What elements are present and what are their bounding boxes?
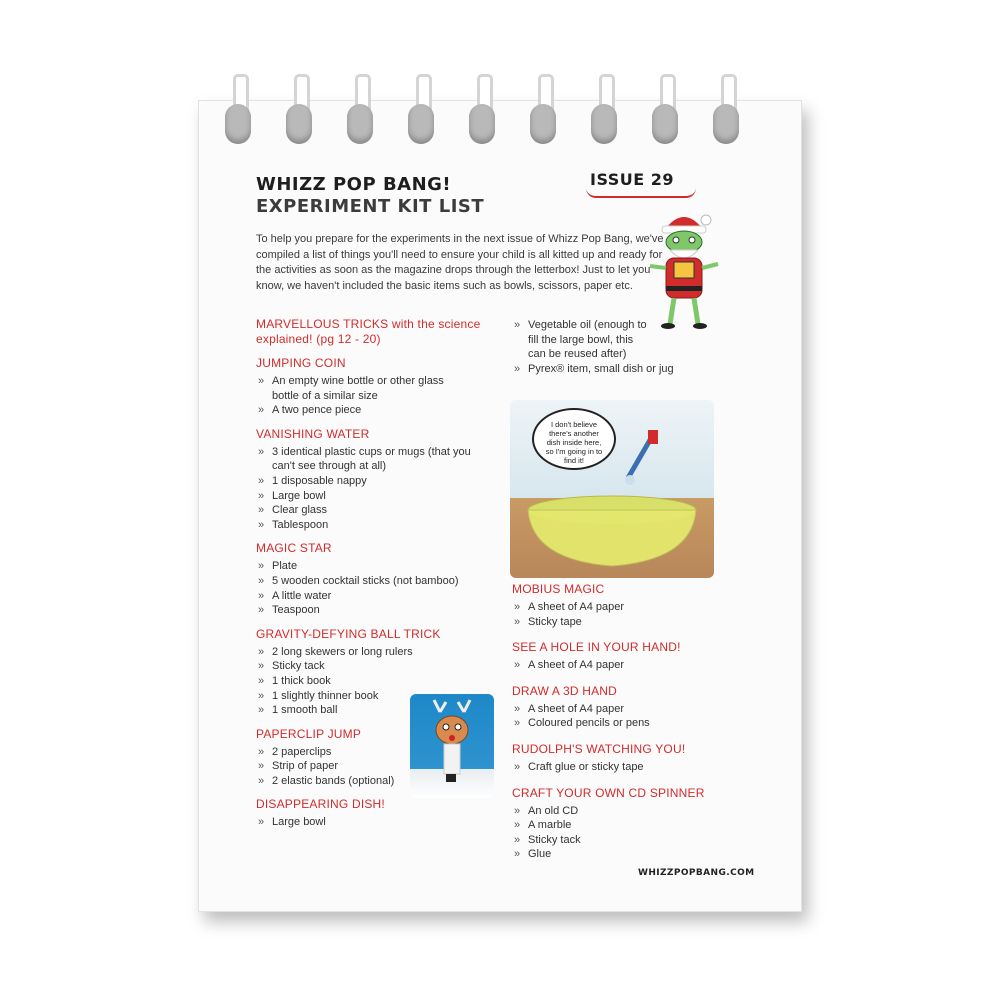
binding-hole — [713, 104, 739, 144]
list-item: » An old CD — [512, 804, 722, 819]
list-item: » Glue — [512, 847, 722, 862]
item-list — [512, 600, 722, 629]
list-item: » Sticky tack — [256, 659, 506, 674]
section-hole-in-hand — [512, 640, 722, 673]
list-item: » 1 slightly thinner book — [256, 689, 506, 704]
list-item: » 5 wooden cocktail sticks (not bamboo) — [256, 574, 506, 589]
section-draw-3d-hand — [512, 684, 722, 731]
list-item: » Sticky tape — [512, 615, 722, 630]
list-item: » Tablespoon — [256, 518, 471, 533]
list-item: » 1 disposable nappy — [256, 474, 471, 489]
section-disappearing-dish — [256, 797, 506, 830]
binding-hole — [408, 104, 434, 144]
item-list — [256, 445, 471, 533]
subtitle-text: EXPERIMENT KIT LIST — [256, 196, 485, 217]
list-item: » A marble — [512, 818, 722, 833]
section-heading: VANISHING WATER — [256, 426, 370, 441]
list-item: » A sheet of A4 paper — [512, 600, 722, 615]
list-item: » Large bowl — [256, 815, 506, 830]
list-item: » Sticky tack — [512, 833, 722, 848]
item-list — [512, 658, 722, 673]
section-heading: RUDOLPH'S WATCHING YOU! — [512, 741, 686, 756]
list-item: » 2 elastic bands (optional) — [256, 774, 506, 789]
section-heading: MARVELLOUS TRICKS with the science explained! (pg 12 - 20) — [256, 317, 481, 346]
list-item: » A sheet of A4 paper — [512, 658, 722, 673]
section-heading: DISAPPEARING DISH! — [256, 797, 385, 812]
page-title — [256, 174, 484, 218]
list-item: » Plate — [256, 559, 506, 574]
section-jumping-coin — [256, 356, 506, 418]
binding-hole — [286, 104, 312, 144]
list-item: » An empty wine bottle or other glass bottle of a similar size — [256, 374, 466, 403]
item-list — [256, 374, 466, 418]
list-item: » A sheet of A4 paper — [512, 702, 722, 717]
binding-hole — [530, 104, 556, 144]
website-url: WHIZZPOPBANG.COM — [638, 868, 755, 878]
list-item: » Craft glue or sticky tape — [512, 760, 722, 775]
section-marvellous-tricks — [256, 317, 506, 347]
section-rudolph-watching — [512, 742, 722, 775]
list-item: » 1 smooth ball — [256, 703, 506, 718]
section-cd-spinner — [512, 786, 722, 862]
intro-paragraph: To help you prepare for the experiments in the next issue of Whizz Pop Bang, we've compiled a list of things you'll need to ensure your child is all kitted up and ready for the activities as soon as the magazine drops through the letterbox! Just to let you know, we haven't included the basic items such as bowls, scissors, paper etc. — [256, 233, 664, 292]
section-heading: MAGIC STAR — [256, 541, 332, 556]
item-list — [512, 804, 722, 862]
item-list — [512, 760, 722, 775]
issue-underline — [586, 188, 696, 198]
binding-hole — [591, 104, 617, 144]
list-item: » 3 identical plastic cups or mugs (that you can't see through at all) — [256, 445, 471, 474]
section-heading: PAPERCLIP JUMP — [256, 726, 362, 741]
section-heading: CRAFT YOUR OWN CD SPINNER — [512, 785, 705, 800]
spiral-binding — [0, 0, 1000, 160]
list-item: » Large bowl — [256, 489, 471, 504]
right-column — [512, 582, 722, 862]
list-item: » Pyrex® item, small dish or jug — [512, 362, 712, 377]
section-heading: DRAW A 3D HAND — [512, 683, 618, 698]
right-column-top — [512, 318, 712, 376]
list-item: » Strip of paper — [256, 759, 506, 774]
list-item: » Coloured pencils or pens — [512, 716, 722, 731]
binding-hole — [347, 104, 373, 144]
section-vanishing-water — [256, 427, 506, 533]
bowl-photo — [510, 400, 714, 578]
section-heading: JUMPING COIN — [256, 356, 346, 370]
binding-hole — [469, 104, 495, 144]
binding-hole — [225, 104, 251, 144]
reindeer-photo — [410, 694, 494, 798]
issue-label: ISSUE 29 — [590, 170, 675, 189]
list-item: » Clear glass — [256, 503, 471, 518]
speech-bubble: I don't believe there's another dish inside here, so I'm going in to find it! — [532, 408, 616, 470]
list-item: » Teaspoon — [256, 603, 506, 618]
item-list — [512, 362, 712, 377]
section-heading: MOBIUS MAGIC — [512, 582, 605, 596]
list-item: » 2 long skewers or long rulers — [256, 645, 506, 660]
section-heading: SEE A HOLE IN YOUR HAND! — [512, 640, 681, 655]
item-list — [512, 702, 722, 731]
reindeer-illustration — [410, 694, 494, 798]
section-heading: GRAVITY-DEFYING BALL TRICK — [256, 626, 441, 641]
list-item: » 1 thick book — [256, 674, 506, 689]
section-mobius-magic — [512, 582, 722, 629]
item-list — [256, 815, 506, 830]
title-text: WHIZZ POP BANG! — [256, 174, 452, 195]
item-list — [512, 318, 652, 362]
list-item: » A two pence piece — [256, 403, 466, 418]
list-item: » 2 paperclips — [256, 745, 506, 760]
list-item: » Vegetable oil (enough to fill the large bowl, this can be reused after) — [512, 318, 652, 362]
section-magic-star — [256, 541, 506, 617]
list-item: » A little water — [256, 589, 506, 604]
item-list — [256, 559, 506, 617]
binding-hole — [652, 104, 678, 144]
